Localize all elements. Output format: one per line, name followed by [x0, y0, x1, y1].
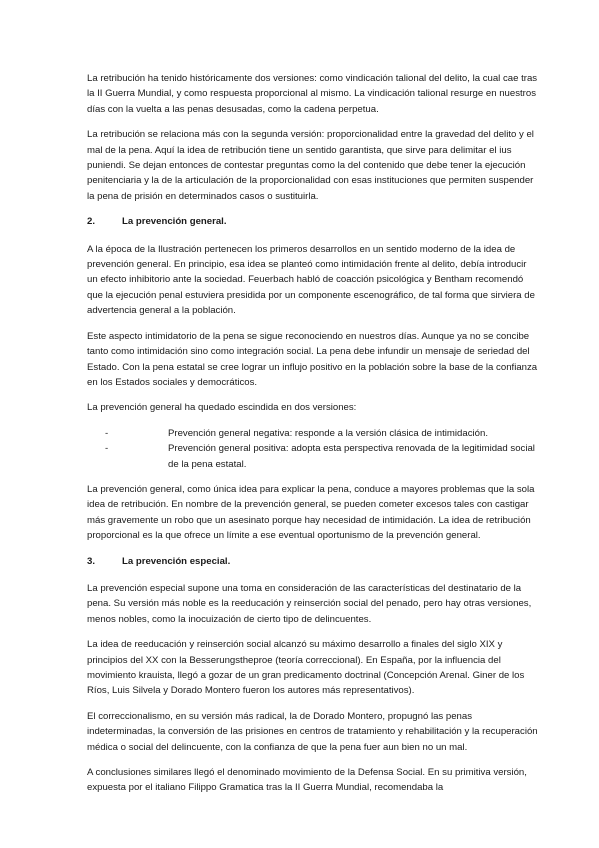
- paragraph-ilustracion: A la época de la Ilustración pertenecen los primeros desarrollos en un sentido moderno de la idea de prevención general. En principio, esa idea se planteó como intimidación frente al delito, debía introducir un efecto inhibitorio ante la sociedad. Feuerbach habló de coacción psicológica y Bentham recomendó que la ejecución penal estuviera presidida por un componente escenográfico, de tal forma que sirviera de advertencia general a la población.: [87, 243, 535, 317]
- paragraph-problemas-prevencion: La prevención general, como única idea para explicar la pena, conduce a mayores problemas que la sola idea de retribución. En nombre de la prevención general, se pueden cometer excesos tales con castigar más gravemente un robo que un asesinato porque hay necesidad de intimidación. La idea de retribución proporcional es la que ofrece un límite a ese eventual oportunismo de la prevención general.: [87, 483, 535, 542]
- section-number: 2.: [87, 216, 96, 228]
- paragraph-defensa-social: A conclusiones similares llegó el denominado movimiento de la Defensa Social. En su primitiva versión, expuesta por el italiano Filippo Gramatica tras la II Guerra Mundial, recomendaba la: [87, 767, 527, 794]
- section-title: La prevención general.: [122, 216, 227, 228]
- list-item: [87, 441, 539, 472]
- list-item: [87, 426, 539, 441]
- paragraph-reeducacion: La idea de reeducación y reinserción social alcanzó su máximo desarrollo a finales del siglo XIX y principios del XX con la Besserungstheproe (teoría correccional). En España, por la influencia del movimiento krauista, llegó a gozar de un gran predicamento doctrinal (Concepción Arenal. Giner de los Ríos, Luis Silvela y Dorado Montero fueron los autores más representativos).: [87, 639, 525, 697]
- section-heading-prevencion-general: [87, 214, 539, 229]
- paragraph-intimidacion: Este aspecto intimidatorio de la pena se sigue reconociendo en nuestros días. Aunque ya no se concibe tanto como intimidación sino como integración social. La pena debe infundir un mensaje de seriedad del Estado. Con la pena estatal se cree lograr un influjo positivo en la población sobre la base de la confianza en los Estados sociales y democráticos.: [87, 330, 538, 388]
- list-dash: -: [105, 427, 109, 439]
- list-dash: -: [105, 443, 109, 455]
- paragraph-correccionalismo: El correccionalismo, en su versión más radical, la de Dorado Montero, propugnó las penas indeterminadas, la conversión de las prisiones en centros de tratamiento y rehabilitación y la recuperación médica o social del delincuente, con la confianza de que la pena fuer aun bien no un mal.: [87, 710, 538, 753]
- paragraph-retribucion-proporcionalidad: La retribución se relaciona más con la segunda versión: proporcionalidad entre la gravedad del delito y el mal de la pena. Aquí la idea de retribución tiene un sentido garantista, que sirve para delimitar el ius puniendi. Se dejan entonces de contestar preguntas como la del contenido que debe tener la ejecución penitenciaria y la de la articulación de la proporcionalidad con esas instituciones que permiten suspender la pena de prisión en determinados casos o sustituirla.: [87, 129, 534, 202]
- section-heading-prevencion-especial: [87, 554, 539, 569]
- versions-list: [87, 426, 539, 472]
- paragraph-dos-versiones: La prevención general ha quedado escindida en dos versiones:: [87, 402, 357, 414]
- section-title: La prevención especial.: [122, 555, 231, 567]
- list-item-text: Prevención general negativa: responde a la versión clásica de intimidación.: [168, 427, 488, 439]
- list-item-text: Prevención general positiva: adopta esta perspectiva renovada de la legitimidad social de la pena estatal.: [168, 443, 535, 470]
- section-number: 3.: [87, 555, 96, 567]
- paragraph-prevencion-especial: La prevención especial supone una toma en consideración de las características del destinatario de la pena. Su versión más noble es la reeducación y reinserción social del penado, pero hay otras versiones, menos nobles, como la inocuización de cierto tipo de delincuentes.: [87, 582, 532, 625]
- paragraph-retribucion-versiones: La retribución ha tenido históricamente dos versiones: como vindicación talional del delito, la cual cae tras la II Guerra Mundial, y como respuesta proporcional al mismo. La vindicación talional resurge en nuestros días con la vuelta a las penas desusadas, como la cadena perpetua.: [87, 73, 538, 115]
